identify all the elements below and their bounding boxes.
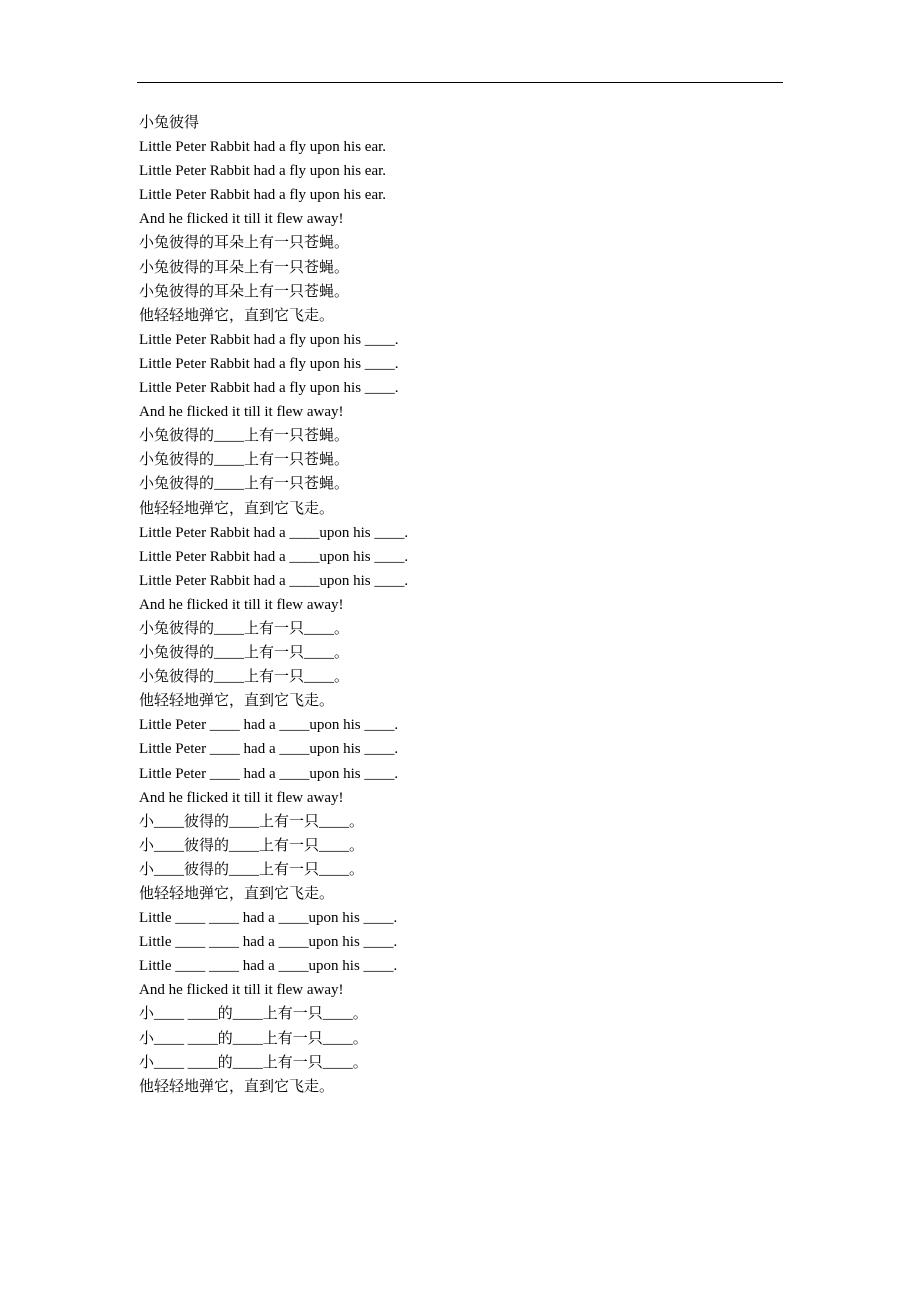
text-line: 小兔彼得的____上有一只____。	[139, 620, 350, 637]
text-line: Little Peter Rabbit had a fly upon his ____.	[139, 380, 399, 397]
text-line: 小____ ____的____上有一只____。	[139, 1006, 368, 1023]
text-line: 小____彼得的____上有一只____。	[139, 837, 365, 854]
text-line: 他轻轻地弹它，直到它飞走。	[139, 886, 335, 902]
rhyme-lines	[139, 135, 779, 1099]
text-line: 小兔彼得的耳朵上有一只苍蝇。	[139, 283, 350, 300]
text-line: And he flicked it till it flew away!	[139, 982, 344, 999]
text-line: Little Peter ____ had a ____upon his ____.	[139, 765, 399, 782]
text-line: Little Peter Rabbit had a fly upon his ear.	[139, 139, 387, 156]
worksheet-body	[139, 111, 779, 1099]
text-line: Little Peter Rabbit had a fly upon his ____.	[139, 331, 399, 348]
text-line: 小____彼得的____上有一只____。	[139, 861, 365, 878]
text-line: Little Peter ____ had a ____upon his ____.	[139, 741, 399, 758]
text-line: 小____ ____的____上有一只____。	[139, 1030, 368, 1047]
text-line: 他轻轻地弹它，直到它飞走。	[139, 1078, 335, 1095]
text-line: Little Peter Rabbit had a fly upon his ____.	[139, 355, 399, 372]
text-line: And he flicked it till it flew away!	[139, 404, 344, 421]
text-line: Little Peter Rabbit had a fly upon his ear.	[139, 163, 387, 180]
text-line: 小兔彼得的____上有一只苍蝇。	[139, 428, 350, 445]
text-line: Little Peter Rabbit had a ____upon his ____.	[139, 548, 409, 565]
text-line: 他轻轻地弹它，直到它飞走。	[139, 500, 335, 517]
document-title: 小兔彼得	[139, 115, 200, 131]
header-rule	[137, 82, 783, 83]
text-line: Little ____ ____ had a ____upon his ____.	[139, 910, 398, 927]
text-line: 小兔彼得的耳朵上有一只苍蝇。	[139, 235, 350, 252]
text-line: Little ____ ____ had a ____upon his ____.	[139, 934, 398, 951]
text-line: Little Peter Rabbit had a ____upon his ____.	[139, 572, 409, 589]
text-line: And he flicked it till it flew away!	[139, 789, 344, 806]
text-line: 他轻轻地弹它，直到它飞走。	[139, 693, 335, 710]
text-line: And he flicked it till it flew away!	[139, 596, 344, 613]
text-line: Little ____ ____ had a ____upon his ____.	[139, 958, 398, 975]
text-line: 小兔彼得的____上有一只____。	[139, 669, 350, 686]
text-line: 小兔彼得的____上有一只____。	[139, 645, 350, 662]
text-line: And he flicked it till it flew away!	[139, 211, 344, 228]
text-line: 小____ ____的____上有一只____。	[139, 1054, 368, 1071]
text-line: 他轻轻地弹它，直到它飞走。	[139, 307, 335, 324]
text-line: 小兔彼得的耳朵上有一只苍蝇。	[139, 259, 350, 276]
text-line: Little Peter ____ had a ____upon his ____.	[139, 717, 399, 734]
text-line: 小兔彼得的____上有一只苍蝇。	[139, 452, 350, 469]
text-line: Little Peter Rabbit had a fly upon his ear.	[139, 187, 387, 204]
text-line: 小____彼得的____上有一只____。	[139, 813, 365, 830]
text-line: 小兔彼得的____上有一只苍蝇。	[139, 476, 350, 493]
text-line: Little Peter Rabbit had a ____upon his ____.	[139, 524, 409, 541]
